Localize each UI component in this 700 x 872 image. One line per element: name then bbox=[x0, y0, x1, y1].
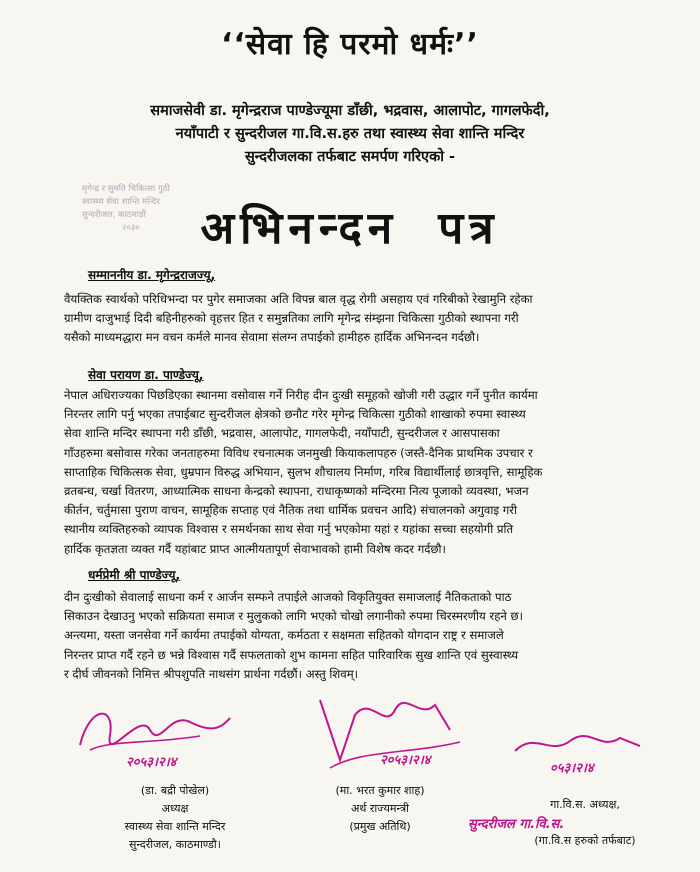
motto: ‘‘सेवा हि परमो धर्मः’’ bbox=[221, 27, 479, 62]
paragraph-line: दीन दुःखीको सेवालाई साधना कर्म र आर्जन सम्फने तपाईले आजको विकृतियुक्त समाजलाई नैतिकताको पाठ bbox=[64, 590, 512, 604]
title-word: अभिनन्दन bbox=[200, 203, 399, 254]
paragraph-line: हार्दिक कृतज्ञता व्यक्त गर्दै यहांबाट प्राप्त आत्मीयतापूर्ण सेवाभावको हामी विशेष कदर गर्दछौ। bbox=[64, 541, 446, 556]
header-line: समाजसेवी डा. मृगेन्द्रराज पाण्डेज्यूमा डाँछी, भद्रवास, आलापोट, गागलफेदी, bbox=[150, 103, 550, 119]
paragraph-line: नेपाल अधिराज्यका पिछडिएका स्थानमा वसोवास गर्ने निरीह दीन दुःखी समूहको खोजी गरी उद्धार गर्ने पुनीत कार्यमा bbox=[64, 388, 538, 402]
title-word: पत्र bbox=[438, 203, 500, 254]
paragraph-line: सिकाउन देखाउनु भएको सक्रियता समाज र मुलुकको लागि भएको चोखो लगानीको रुपमा चिरस्मरणीय रहने छ। bbox=[64, 609, 523, 624]
paragraph-line: सेवा शान्ति मन्दिर स्थापना गरी डाँछी, भद्रवास, आलापोट, गागलफेदी, नयाँपाटी, सुन्दरीजल र आसपासका bbox=[64, 426, 500, 441]
signature-3-date: ०५३।२।४ bbox=[550, 761, 594, 776]
signatory-name: (डा. बद्री पोखेल) bbox=[140, 784, 210, 797]
signatory-name: (मा. भरत कुमार शाह) bbox=[335, 784, 425, 797]
signatory-block bbox=[70, 782, 280, 854]
signatory-block bbox=[490, 796, 680, 850]
paragraph bbox=[64, 588, 676, 684]
dedication-header bbox=[20, 100, 680, 169]
signatory-block bbox=[300, 782, 460, 836]
header-line: सुन्दरीजलका तर्फबाट समर्पण गरिएको - bbox=[244, 149, 456, 165]
paragraph-line: कीर्तन, चर्तुमासा पुराण वाचन, सामूहिक सप्ताह एवं नैतिक तथा धार्मिक प्रवचन आदि) संचालनको अगुवाइ गरी bbox=[64, 503, 518, 518]
signature-1-date: २०५३।२।४ bbox=[126, 755, 177, 770]
paragraph-line: स्थानीय व्यक्तिहरुको व्यापक विश्वास र समर्थनका साथ सेवा गर्नु भएकोमा यहां र यहांका सच्चा सहयोगी प्रति bbox=[64, 522, 514, 537]
paragraph-line: र दीर्घ जीवनको निमित्त श्रीपशुपति नाथसंग प्रार्थना गर्दछौं। अस्तु शिवम्। bbox=[64, 666, 359, 681]
paragraph-line: गाँउहरुमा बसोवास गरेका जनताहरुमा विविध रचनात्मक जनमुखी कियाकलापहरु (जस्तै-दैनिक प्राथमिक उपचार र bbox=[64, 445, 533, 460]
document-title bbox=[0, 196, 700, 256]
signatory-line: अध्यक्ष bbox=[161, 802, 189, 815]
signatory-name: गा.वि.स. अध्यक्ष, bbox=[550, 798, 620, 811]
paragraph-line: ग्रामीण दाजुभाई दिदी बहिनीहरुको वृहत्तर हित र समुन्नतिका लागि मृगेन्द्र संम्झना चिकित्सा गुठीको स्थापना गरी bbox=[64, 311, 519, 326]
stamp-line: स्वास्थ्य सेवा शान्ति मन्दिर bbox=[82, 197, 160, 207]
signature-3-place: सुन्दरीजल गा.वि.स. bbox=[468, 817, 565, 832]
salutation: सम्माननीय डा. मृगेन्द्रराजज्यू, bbox=[88, 268, 216, 282]
paragraph-line: साप्ताहिक चिकित्सक सेवा, धुम्रपान विरुद्ध अभियान, सुलभ शौचालय निर्माण, गरिब विद्यार्थीलाई छात्रवृत्ति, सामूहिक bbox=[64, 464, 543, 479]
signatory-line: स्वास्थ्य सेवा शान्ति मन्दिर bbox=[124, 820, 226, 833]
paragraph-line: निरन्तर प्राप्त गर्दै रहने छ भन्ने विश्वास गर्दै सफलताको शुभ कामना सहित पारिवारिक सुख शान्ति एवं सुस्वास्थ्य bbox=[64, 647, 519, 662]
salutation: सेवा परायण डा. पाण्डेज्यू, bbox=[88, 368, 204, 382]
paragraph-line: व्रतबन्ध, चर्खा वितरण, आध्यात्मिक साधना केन्द्रको स्थापना, राधाकृष्णको मन्दिरमा नित्य पूजाको व्यवस्था, भजन bbox=[64, 484, 529, 499]
paragraph-line: अन्त्यमा, यस्ता जनसेवा गर्ने कार्यमा तपाईको योग्यता, कर्मठता र सक्षमता सहितको योगदान राष्ट्र र समाजले bbox=[64, 628, 504, 643]
stamp-line: मृगेन्द्र र सुमति चिकित्सा गुठी bbox=[82, 184, 170, 194]
stamp-line: सुन्दरीजल, काठमाडौं bbox=[82, 210, 146, 220]
signature-2-date: २०५३।२।४ bbox=[380, 753, 431, 768]
paragraph bbox=[64, 290, 676, 348]
salutation: धर्मप्रेमी श्री पाण्डेज्यू, bbox=[88, 568, 181, 582]
signatory-line: अर्थ राज्यमन्त्री bbox=[350, 802, 410, 815]
paragraph-line: वैयक्तिक स्वार्थको परिधिभन्दा पर पुगेर समाजका अति विपन्न बाल वृद्ध रोगी असहाय एवं गरिबीको रेखामुनि रहेका bbox=[64, 292, 533, 306]
signatory-line: (गा.वि.स हरुको तर्फबाट) bbox=[534, 834, 636, 847]
signatory-line: सुन्दरीजल, काठमाण्डौ। bbox=[129, 838, 221, 851]
header-line: नयाँपाटी र सुन्दरीजल गा.वि.स.हरु तथा स्वास्थ्य सेवा शान्ति मन्दिर bbox=[175, 126, 525, 142]
paragraph-line: निरन्तर लागि पर्नु भएका तपाईबाट सुन्दरीजल क्षेत्रको छनौट गरेर मृगेन्द्र चिकित्सा गुठीको शाखाको रुपमा स्वास्थ्य bbox=[64, 407, 526, 422]
stamp-line: २०३० bbox=[122, 223, 140, 233]
paragraph bbox=[64, 386, 676, 559]
paragraph-line: यसैको माध्यमद्धारा मन वचन कर्मले मानव सेवामा संलग्न तपाईको हामीहरु हार्दिक अभिनन्दन गर्दछौ। bbox=[64, 330, 480, 345]
signatory-line: (प्रमुख अतिथि) bbox=[349, 820, 411, 833]
